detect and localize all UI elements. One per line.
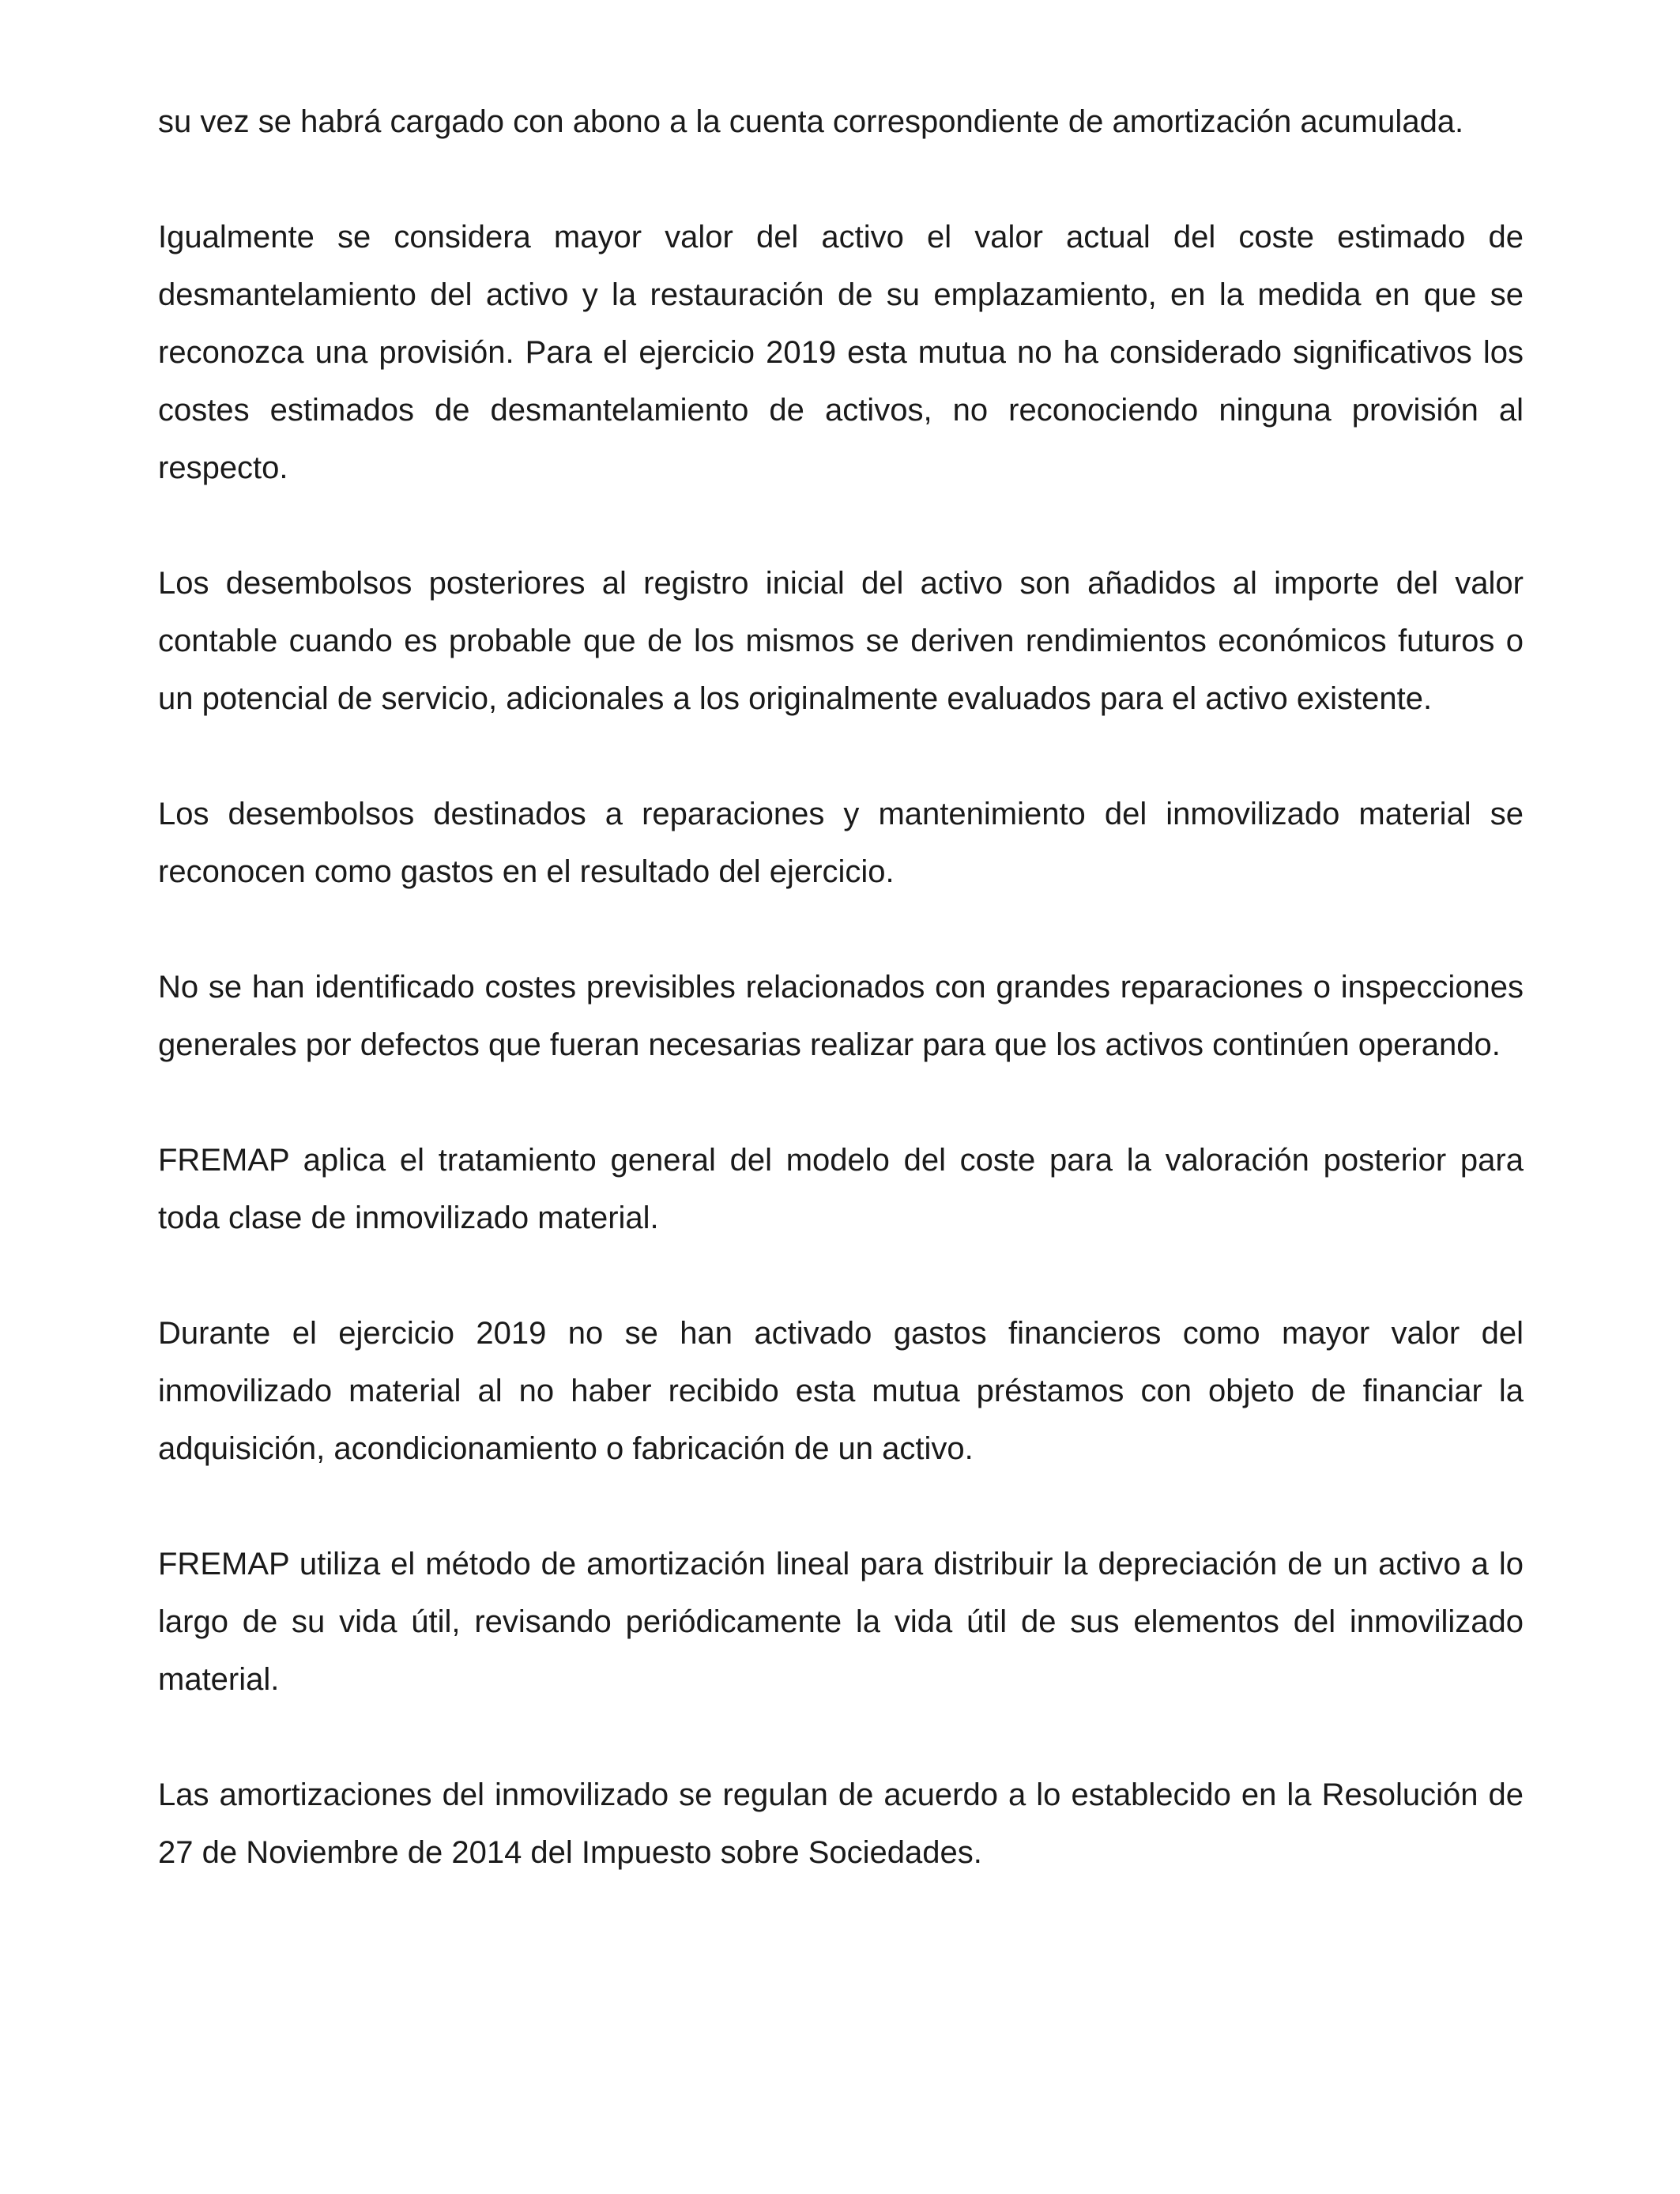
paragraph-amortizacion-acumulada: su vez se habrá cargado con abono a la cuenta correspondiente de amortización acumulada.	[158, 104, 1464, 139]
document-page	[158, 93, 1524, 1940]
paragraph-grandes-reparaciones: No se han identificado costes previsibles relacionados con grandes reparaciones o inspecciones generales por defectos que fueran necesarias realizar para que los activos continúen operando.	[158, 970, 1524, 1062]
paragraph-modelo-coste: FREMAP aplica el tratamiento general del modelo del coste para la valoración posterior para toda clase de inmovilizado material.	[158, 1143, 1524, 1235]
paragraph-coste-desmantelamiento: Igualmente se considera mayor valor del activo el valor actual del coste estimado de desmantelamiento del activo y la restauración de su emplazamiento, en la medida en que se reconozca una provisión. Para el ejercicio 2019 esta mutua no ha considerado significativos los costes estimados de desmantelamiento de activos, no reconociendo ninguna provisión al respecto.	[158, 220, 1524, 485]
paragraph-regulacion-amortizaciones: Las amortizaciones del inmovilizado se regulan de acuerdo a lo establecido en la Resolución de 27 de Noviembre de 2014 del Impuesto sobre Sociedades.	[158, 1777, 1524, 1870]
paragraph-gastos-financieros: Durante el ejercicio 2019 no se han activado gastos financieros como mayor valor del inmovilizado material al no haber recibido esta mutua préstamos con objeto de financiar la adquisición, acondicionamiento o fabricación de un activo.	[158, 1316, 1524, 1466]
paragraph-reparaciones-mantenimiento: Los desembolsos destinados a reparaciones y mantenimiento del inmovilizado material se reconocen como gastos en el resultado del ejercicio.	[158, 797, 1524, 889]
paragraph-desembolsos-posteriores: Los desembolsos posteriores al registro inicial del activo son añadidos al importe del valor contable cuando es probable que de los mismos se deriven rendimientos económicos futuros o un potencial de servicio, adicionales a los originalmente evaluados para el activo existente.	[158, 566, 1524, 716]
paragraph-amortizacion-lineal: FREMAP utiliza el método de amortización lineal para distribuir la depreciación de un activo a lo largo de su vida útil, revisando periódicamente la vida útil de sus elementos del inmovilizado material.	[158, 1547, 1524, 1697]
